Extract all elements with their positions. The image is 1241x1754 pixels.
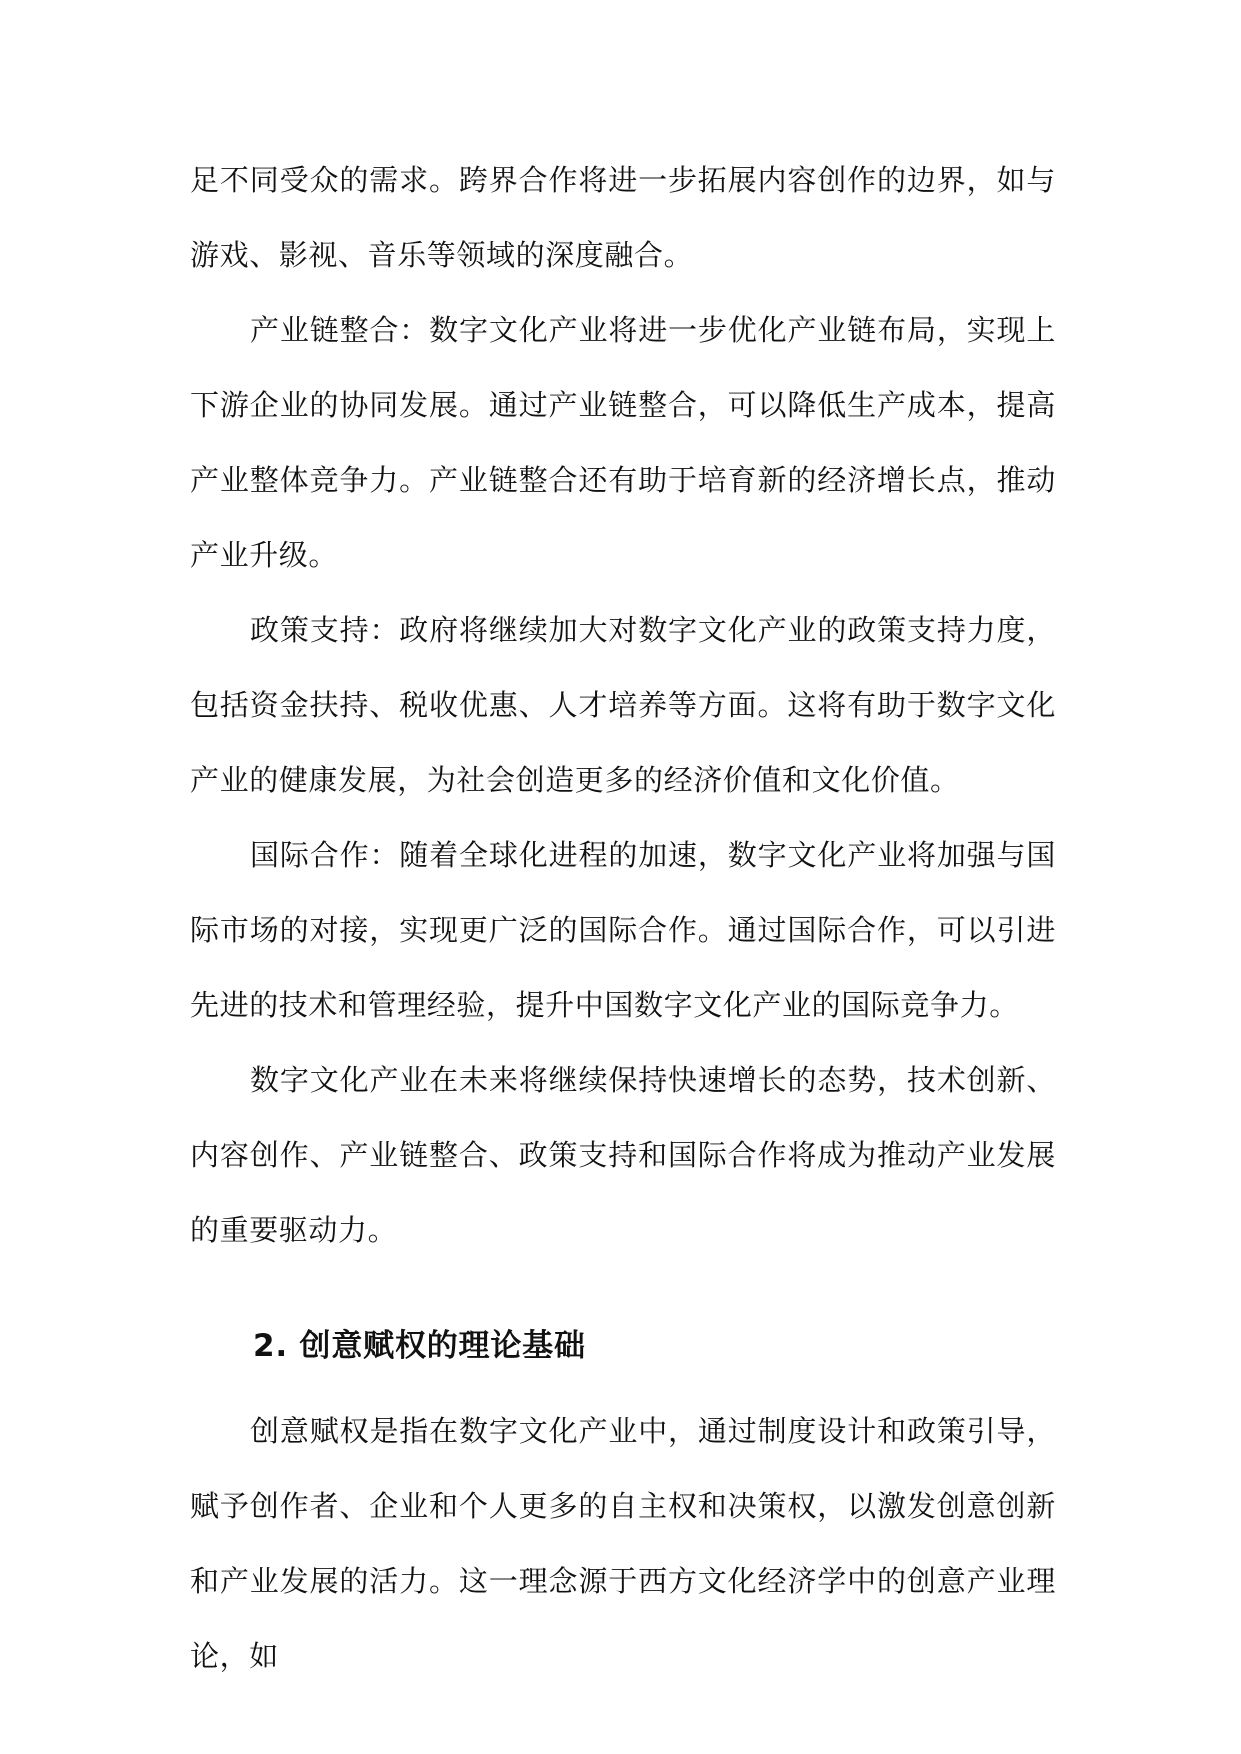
paragraph-international-cooperation: 国际合作：随着全球化进程的加速，数字文化产业将加强与国际市场的对接，实现更广泛的国际合作。通过国际合作，可以引进先进的技术和管理经验，提升中国数字文化产业的国际竞争力。 [190, 838, 1056, 1022]
document-body [190, 143, 1056, 1694]
paragraph-summary: 数字文化产业在未来将继续保持快速增长的态势，技术创新、内容创作、产业链整合、政策支持和国际合作将成为推动产业发展的重要驱动力。 [190, 1063, 1056, 1247]
paragraph-industry-chain: 产业链整合：数字文化产业将进一步优化产业链布局，实现上下游企业的协同发展。通过产业链整合，可以降低生产成本，提高产业整体竞争力。产业链整合还有助于培育新的经济增长点，推动产业升级。 [190, 313, 1056, 572]
paragraph-creative-empowerment: 创意赋权是指在数字文化产业中，通过制度设计和政策引导，赋予创作者、企业和个人更多的自主权和决策权，以激发创意创新和产业发展的活力。这一理念源于西方文化经济学中的创意产业理论，如 [190, 1414, 1056, 1673]
paragraph-continuation: 足不同受众的需求。跨界合作将进一步拓展内容创作的边界，如与游戏、影视、音乐等领域的深度融合。 [190, 163, 1056, 272]
paragraph-policy-support: 政策支持：政府将继续加大对数字文化产业的政策支持力度，包括资金扶持、税收优惠、人才培养等方面。这将有助于数字文化产业的健康发展，为社会创造更多的经济价值和文化价值。 [190, 613, 1056, 797]
section-heading: 2. 创意赋权的理论基础 [253, 1328, 586, 1364]
